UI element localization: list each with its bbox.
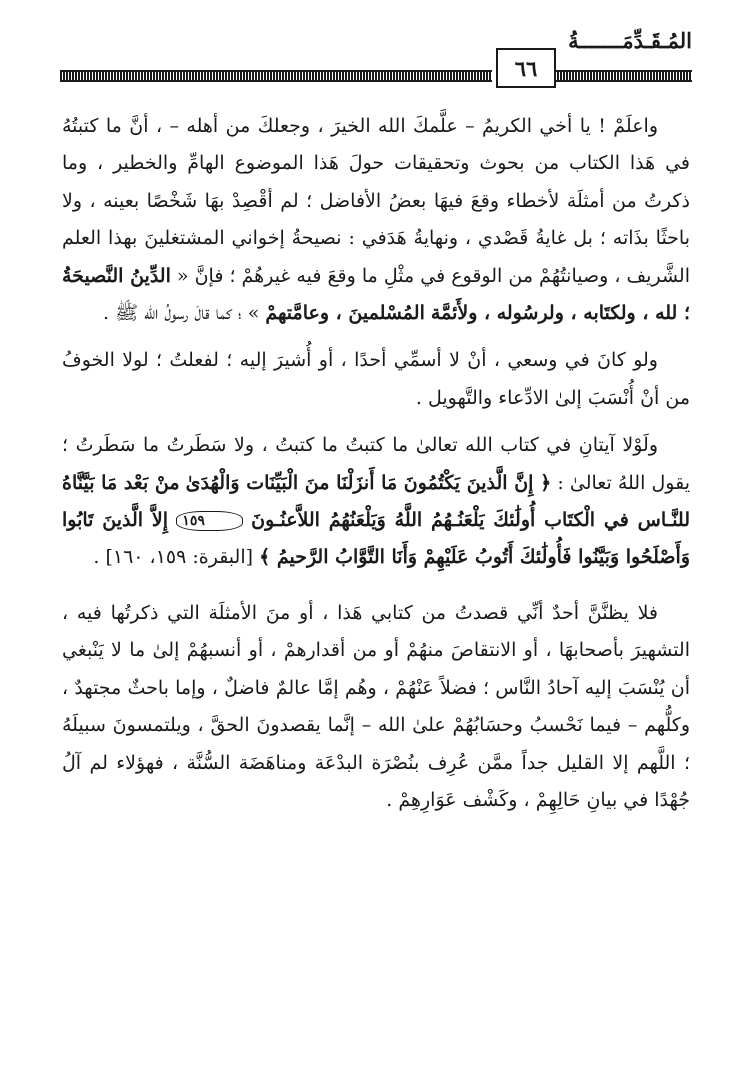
verse-number-marker: ١٥٩ bbox=[176, 511, 243, 531]
spacer bbox=[62, 332, 690, 342]
page-body bbox=[62, 108, 690, 819]
verse-reference: [البقرة: ١٥٩، ١٦٠] . bbox=[93, 546, 254, 569]
text-line: إلىٰ ما لا يَنْبغي أن يُنْسَبَ إليه آحادُ النَّاس ؛ فضلاً عَنْهُمْ ، وهُم إمَّا عالمٌ bbox=[62, 639, 690, 699]
text-line: واعلَمْ ! يا أخي الكريمُ – علَّمكَ الله الخيرَ ، وجعلكَ من أهله – ، bbox=[155, 115, 658, 137]
text-line: بهَا شَخْصًا بعينه ، ولا باحثًا بذَاته ؛ بل غايةُ قَصْدي ، ونهايةُ هَدَفي : bbox=[62, 189, 690, 250]
text-line: » ؛ كما قالَ رسولُ الله ﷺ . bbox=[103, 302, 260, 325]
text-line: فلا يظنَّنَّ أحدٌ أنِّي قصدتُ من كتابي هَذا ، أو منَ الأمثلَة التي ذكرتُها bbox=[110, 601, 658, 624]
text-line: ولو كانَ في وسعي ، أنْ لا أسمِّي أحدًا ، أو أُشيرَ إليه ؛ لفعلتُ ؛ bbox=[156, 349, 658, 372]
spacer bbox=[62, 577, 690, 595]
hadith-quote-end: المُسْلمينَ ، وعامَّتهمْ bbox=[265, 302, 425, 325]
header-rule-right bbox=[554, 70, 692, 82]
hadith-quote: الدِّينُ النَّصيحَةُ ؛ لله ، ولكتَابه ، ولرسُوله ، ولأَئمَّة bbox=[62, 264, 690, 325]
spacer bbox=[62, 417, 690, 427]
text-line: فاضلٌ ، وإما باحثٌ مجتهدٌ ، وكلُّهم – فيما نَحْسبُ وحسَابُهُمْ علىٰ الله – bbox=[62, 676, 691, 737]
running-title: المُـقَـدِّمَـــــــةُ bbox=[568, 28, 692, 53]
text-line: وكَشْف عَوَارِهِمْ . bbox=[386, 788, 518, 811]
text-line: لولا الخوفُ من أنْ أُنْسَبَ إلىٰ الادِّعاء والتَّهويل . bbox=[62, 349, 690, 409]
text-line: سَطَرتُ ؛ يقول اللهُ تعالىٰ : bbox=[62, 434, 690, 494]
text-line: بنُصْرَة البدْعَة ومناهَضَة السُّنَّة ، فهؤلاء لم آلُ جُهْدًا في بيانِ حَالِهِمْ ، bbox=[62, 751, 690, 811]
text-line: أنَّ ما كتبتُهُ في هَذا الكتاب من بحوث وتحقيقات حولَ هَذا الموضوع الهامِّ bbox=[62, 115, 690, 175]
quran-verse: إِلاَّ الَّذينَ تَابُوا وَأَصْلَحُوا وَبَيَّنُوا فَأُولَٰئكَ أَتُوبُ عَلَيْهِمْ وَأَنَا التَّوَّابُ الرَّحيمُ ﴾ bbox=[62, 509, 690, 569]
text-line: إنَّما يقصدونَ الحقَّ ، ويلتمسونَ سبيلَهُ ؛ اللَّهم إلا القليل جداً ممَّن عُرِف bbox=[62, 714, 690, 774]
text-line: والخطير ، وما ذكرتُ من أمثلَة لأخطاء وقعَ فيهَا بعضُ الأفاضل ؛ لم أقْصِدْ bbox=[62, 152, 690, 212]
quran-verse: ﴿ إِنَّ الَّذينَ يَكْتُمُونَ مَا أَنزَلْنَا منَ الْبَيِّنَات وَالْهُدَىٰ bbox=[185, 471, 552, 494]
quran-verse: منْ بَعْد مَا بَيَّنَّاهُ للنَّـاس في الْكتَاب أُولَٰئكَ يَلْعَنُـهُمُ اللَّهُ وَيَلْعَنُهُمُ اللاَّعنُـونَ bbox=[62, 471, 691, 532]
header-rule-left bbox=[60, 70, 492, 82]
page-header bbox=[60, 28, 692, 90]
text-line: مثْلِ ما وقعَ فيه غيرهُمْ ؛ فإنَّ « bbox=[176, 264, 415, 287]
text-line: فيه ، التشهيرَ بأصحابهَا ، أو الانتقاصَ منهُمْ أو من أقدارهمْ ، أو أنسبهُمْ bbox=[62, 601, 690, 662]
paragraph-2 bbox=[62, 342, 690, 417]
page-number: ٦٦ bbox=[496, 48, 556, 88]
text-line: ولَوْلا آيتانِ في كتاب الله تعالىٰ ما كتبتُ ما كتبتُ ، ولا سَطَرتُ ما bbox=[143, 434, 658, 457]
paragraph-1 bbox=[62, 108, 690, 332]
paragraph-3 bbox=[62, 427, 690, 577]
text-line: نصيحةُ إخواني المشتغلينَ بهذا العلم الشَّريف ، وصيانتُهُمْ من الوقوع في bbox=[62, 227, 690, 287]
paragraph-4 bbox=[62, 595, 690, 819]
